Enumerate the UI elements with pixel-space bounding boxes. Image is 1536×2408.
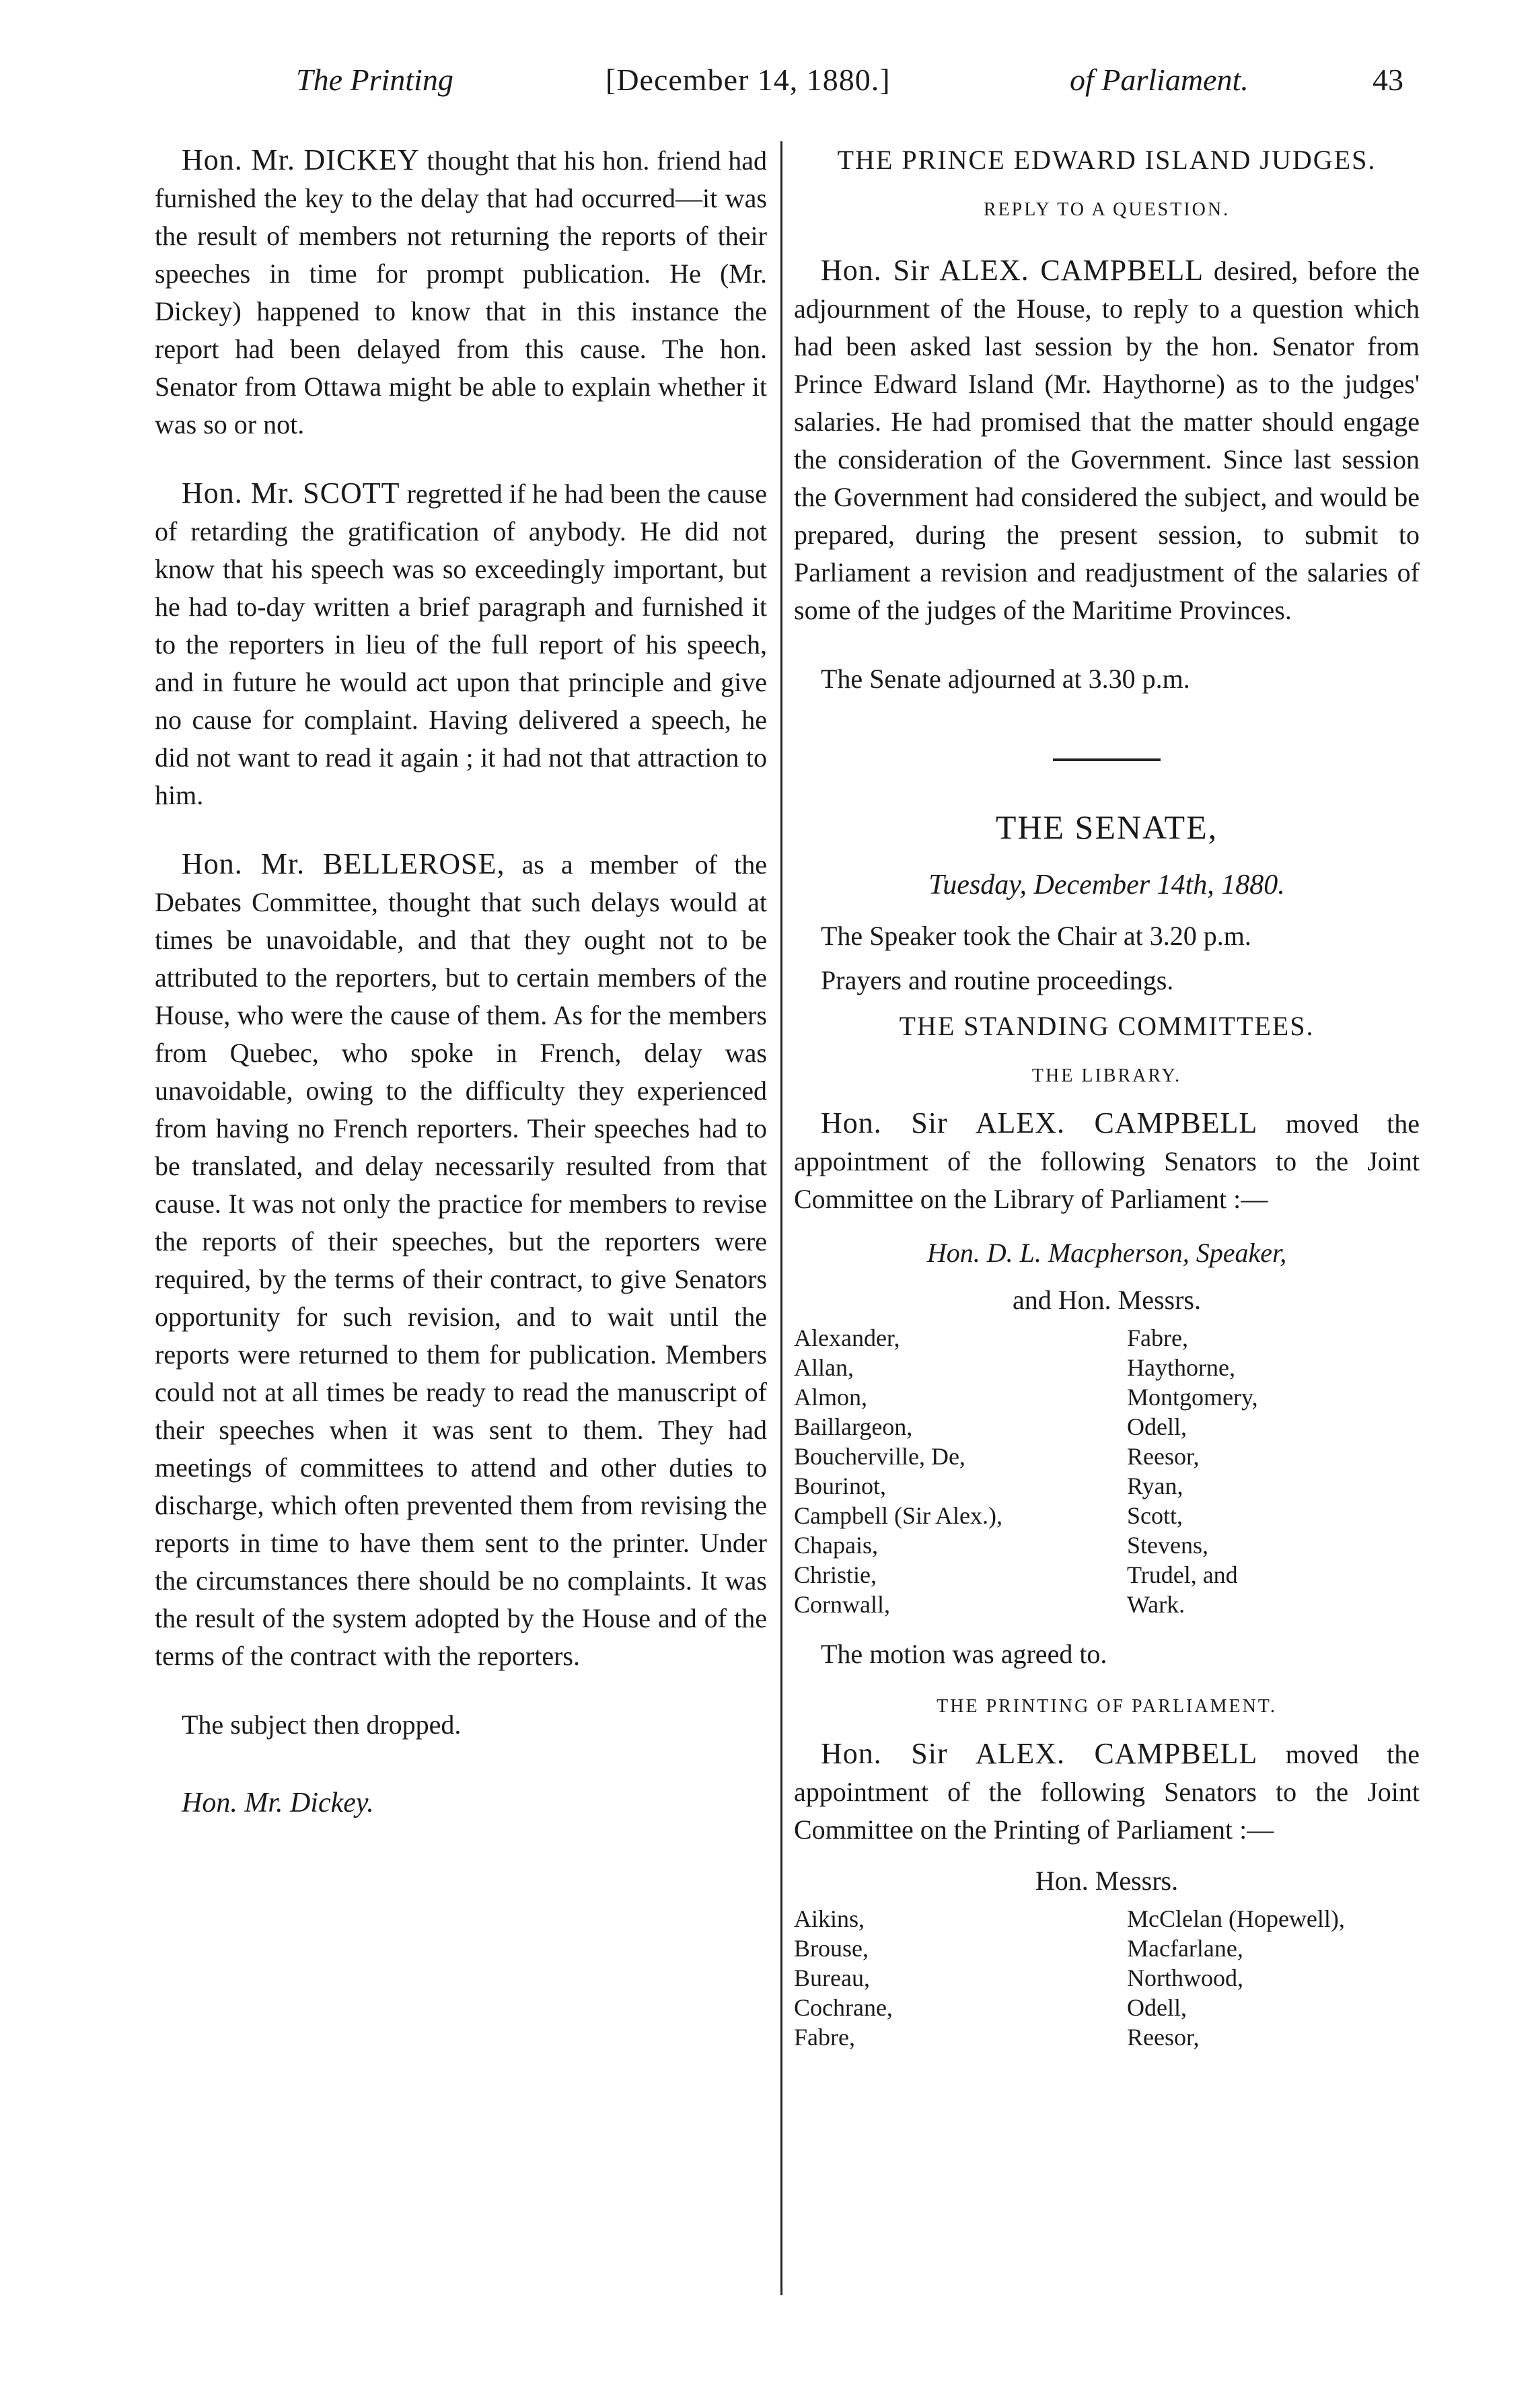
library-title: THE LIBRARY. <box>1031 1065 1182 1086</box>
name-column-right <box>1113 1904 1420 2052</box>
header-left: The Printing <box>296 63 453 97</box>
senate-date: Tuesday, December 14th, 1880. <box>928 870 1285 900</box>
senate-adjourned: The Senate adjourned at 3.30 p.m. <box>821 664 1190 694</box>
list-item: Almon, <box>794 1384 868 1411</box>
list-item: Macfarlane, <box>1127 1935 1243 1962</box>
header-center: [December 14, 1880.] <box>606 63 891 97</box>
section-divider <box>1053 758 1161 761</box>
name-column-left <box>794 1904 1100 2052</box>
speaker-name: Hon. Sir ALEX. CAMPBELL <box>821 1737 1258 1770</box>
column-divider <box>780 141 782 2295</box>
printing-title: THE PRINTING OF PARLIAMENT. <box>937 1696 1277 1717</box>
list-item: Baillargeon, <box>794 1413 913 1440</box>
library-motion-paragraph <box>794 1104 1420 1218</box>
list-item: Fabre, <box>1127 1324 1188 1351</box>
printing-messrs: Hon. Messrs. <box>1035 1866 1179 1896</box>
speaker-name: Hon. Sir ALEX. CAMPBELL <box>821 1106 1258 1139</box>
list-item: Christie, <box>794 1561 877 1588</box>
speaker-name: Hon. Mr. BELLEROSE, <box>182 847 505 880</box>
senate-title: THE SENATE, <box>995 808 1218 846</box>
list-item: Allan, <box>794 1354 854 1381</box>
speech-text: regretted if he had been the cause of retarding the gratification of anybody. He did not know that his speech was so exceedingly important, but he had to-day written a brief paragraph and furnished it to the reporters in lieu of the full report of his speech, and in future he would act upon that principle and give no cause for complaint. Having delivered a speech, he did not want to read it again ; it had not that attraction to him. <box>155 479 767 810</box>
name-column-right <box>1113 1323 1420 1619</box>
page-header <box>0 62 1536 116</box>
list-item: Chapais, <box>794 1532 878 1559</box>
list-item: Odell, <box>1127 1994 1187 2021</box>
printing-names <box>794 1904 1420 2052</box>
list-item: Northwood, <box>1127 1964 1243 1991</box>
campbell-reply-paragraph <box>794 252 1420 629</box>
right-column <box>794 141 1420 2068</box>
list-item: Alexander, <box>794 1324 900 1351</box>
speaker-name: Hon. Mr. DICKEY <box>182 143 420 176</box>
speaker-name: Hon. Mr. SCOTT <box>182 476 400 509</box>
list-item: Fabre, <box>794 2024 855 2051</box>
library-names <box>794 1323 1420 1619</box>
list-item: Odell, <box>1127 1413 1187 1440</box>
list-item: Cornwall, <box>794 1591 890 1618</box>
signoff: Hon. Mr. Dickey. <box>182 1787 374 1818</box>
list-item: Campbell (Sir Alex.), <box>794 1502 1002 1529</box>
motion-agreed: The motion was agreed to. <box>821 1639 1107 1669</box>
list-item: Cochrane, <box>794 1994 893 2021</box>
list-item: Stevens, <box>1127 1532 1208 1559</box>
prayers: Prayers and routine proceedings. <box>821 965 1174 995</box>
list-item: Montgomery, <box>1127 1384 1258 1411</box>
pei-subtitle: REPLY TO A QUESTION. <box>983 199 1231 220</box>
bellerose-paragraph <box>155 845 767 1675</box>
scott-paragraph <box>155 474 767 814</box>
printing-motion-paragraph <box>794 1735 1420 1849</box>
speaker-chair: The Speaker took the Chair at 3.20 p.m. <box>821 921 1251 951</box>
list-item: Reesor, <box>1127 2024 1200 2051</box>
list-item: Bourinot, <box>794 1473 887 1499</box>
list-item: Haythorne, <box>1127 1354 1235 1381</box>
list-item: Ryan, <box>1127 1473 1183 1499</box>
left-column <box>155 141 767 1853</box>
library-chair: Hon. D. L. Macpherson, Speaker, <box>926 1238 1287 1268</box>
dickey-paragraph <box>155 141 767 444</box>
motion-text: moved the appointment of the following Senators to the Joint Committee on the Library of Parliament :— <box>794 1108 1420 1214</box>
list-item: Aikins, <box>794 1905 865 1932</box>
list-item: Reesor, <box>1127 1443 1200 1470</box>
list-item: Wark. <box>1127 1591 1185 1618</box>
page-number: 43 <box>1373 63 1403 97</box>
list-item: Brouse, <box>794 1935 869 1962</box>
list-item: Bureau, <box>794 1964 870 1991</box>
list-item: Boucherville, De, <box>794 1443 965 1470</box>
pei-judges-title: THE PRINCE EDWARD ISLAND JUDGES. <box>837 145 1377 175</box>
motion-text: moved the appointment of the following Senators to the Joint Committee on the Printing of Parliament :— <box>794 1739 1420 1845</box>
library-messrs: and Hon. Messrs. <box>1013 1285 1201 1315</box>
subject-dropped: The subject then dropped. <box>182 1709 462 1740</box>
header-right: of Parliament. <box>1070 63 1249 97</box>
speech-text: as a member of the Debates Committee, thought that such delays would at times be unavoidable, and that they ought not to be attributed to the reporters, but to certain members of the House, who were the cause of them. As for the members from Quebec, who spoke in French, delay was unavoidable, owing to the difficulty they experienced from having no French reporters. Their speeches had to be translated, and delay necessarily resulted from that cause. It was not only the practice for members to revise the reports of their speeches, but the reporters were required, by the terms of their contract, to give Senators opportunity for such revision, and to wait until the reports were returned to them for publication. Members could not at all times be ready to read the manuscript of their speeches when it was sent to them. They had meetings of committees to attend and other duties to discharge, which often prevented them from revising the reports in time to have them sent to the printer. Under the circumstances there should be no complaints. It was the result of the system adopted by the House and of the terms of the contract with the reporters. <box>155 849 767 1671</box>
list-item: McClelan (Hopewell), <box>1127 1905 1345 1932</box>
list-item: Trudel, and <box>1127 1561 1238 1588</box>
speech-text: thought that his hon. friend had furnished the key to the delay that had occurred—it was the result of members not returning the reports of their speeches in time for prompt publication. He (Mr. Dickey) happened to know that in this instance the report had been delayed from this cause. The hon. Senator from Ottawa might be able to explain whether it was so or not. <box>155 145 768 439</box>
speech-text: desired, before the adjournment of the House, to reply to a question which had been asked last session by the hon. Senator from Prince Edward Island (Mr. Haythorne) as to the judges' salaries. He had promised that the matter should engage the consideration of the Government. Since last session the Government had considered the subject, and would be prepared, during the present session, to submit to Parliament a revision and readjustment of the salaries of some of the judges of the Maritime Provinces. <box>794 256 1420 625</box>
speaker-name: Hon. Sir ALEX. CAMPBELL <box>821 254 1204 287</box>
standing-committees-title: THE STANDING COMMITTEES. <box>899 1011 1315 1041</box>
name-column-left <box>794 1323 1100 1619</box>
list-item: Scott, <box>1127 1502 1183 1529</box>
